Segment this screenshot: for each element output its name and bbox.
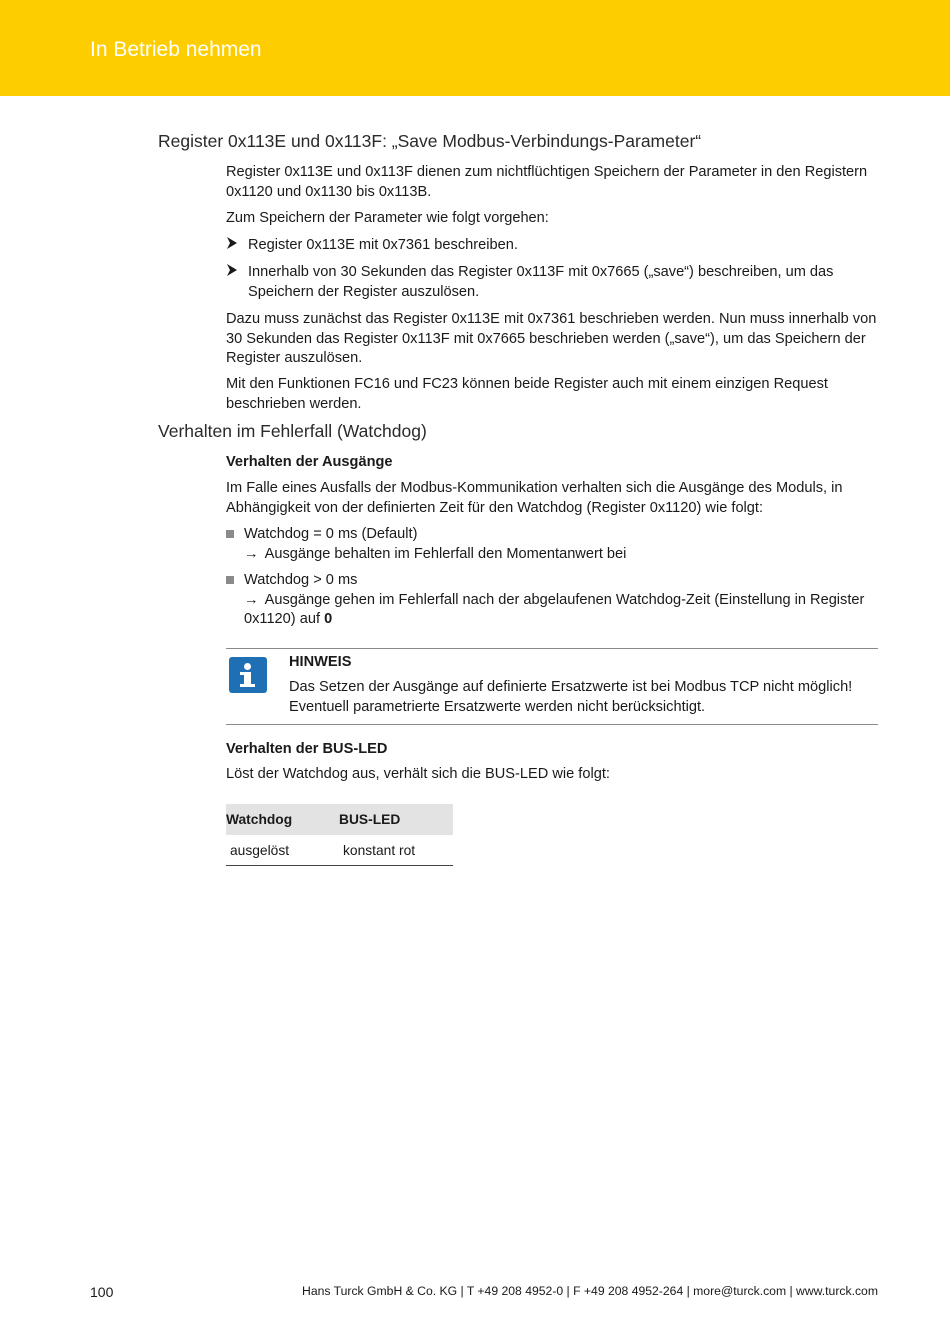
section1-para1: Register 0x113E und 0x113F dienen zum nichtflüchtigen Speichern der Parameter in den Registern 0x1120 und 0x1130 bis 0x113B. <box>226 164 868 200</box>
section-heading-watchdog: Verhalten im Fehlerfall (Watchdog) <box>158 421 427 441</box>
right-arrow-icon: → <box>244 591 259 608</box>
table-cell: ausgelöst <box>226 835 338 866</box>
chapter-title: In Betrieb nehmen <box>90 38 262 61</box>
table-row <box>226 835 453 866</box>
section2-para2: Löst der Watchdog aus, verhält sich die BUS-LED wie folgt: <box>226 766 610 782</box>
footer-contact: Hans Turck GmbH & Co. KG | T +49 208 4952-0 | F +49 208 4952-264 | more@turck.com | www.turck.com <box>302 1284 878 1298</box>
section-heading-save-params: Register 0x113E und 0x113F: „Save Modbus-Verbindungs-Parameter“ <box>158 131 702 151</box>
arrowhead-icon <box>226 263 238 284</box>
column-header: BUS-LED <box>338 804 453 835</box>
column-header: Watchdog <box>226 804 338 835</box>
step-item: Register 0x113E mit 0x7361 beschreiben. <box>226 236 880 256</box>
subheading-bus-led: Verhalten der BUS-LED <box>226 741 388 757</box>
subheading-outputs: Verhalten der Ausgänge <box>226 454 393 470</box>
section2-para1: Im Falle eines Ausfalls der Modbus-Kommunikation verhalten sich die Ausgänge des Moduls, in Abhängigkeit von der definierten Zeit für den Watchdog (Register 0x1120) wie folgt: <box>226 480 843 516</box>
bus-led-table <box>226 804 453 866</box>
section1-para3: Dazu muss zunächst das Register 0x113E mit 0x7361 beschrieben werden. Nun muss innerhalb von 30 Sekunden das Register 0x113F mit 0x7665 beschrieben werden („save“), um das Speichern der Register auszulösen. <box>226 311 877 366</box>
step-item: Innerhalb von 30 Sekunden das Register 0x113F mit 0x7665 („save“) beschreiben, um das Speichern der Register auszulösen. <box>226 263 880 302</box>
right-arrow-icon: → <box>244 545 259 562</box>
table-header-row <box>226 804 453 835</box>
square-bullet-icon <box>226 530 234 538</box>
table-cell: konstant rot <box>338 835 453 866</box>
page-header <box>0 0 950 96</box>
section1-para2: Zum Speichern der Parameter wie folgt vorgehen: <box>226 210 549 226</box>
square-bullet-icon <box>226 576 234 584</box>
note-box <box>226 648 878 725</box>
page-number: 100 <box>90 1284 114 1300</box>
list-item: Watchdog = 0 ms (Default) → Ausgänge behalten im Fehlerfall den Momentanwert bei <box>226 525 880 564</box>
info-icon <box>229 657 267 693</box>
list-item: Watchdog > 0 ms → Ausgänge gehen im Fehlerfall nach der abgelaufenen Watchdog-Zeit (Einstellung in Register 0x1120) auf 0 <box>226 571 880 630</box>
note-title: HINWEIS <box>289 654 352 670</box>
note-text: Das Setzen der Ausgänge auf definierte Ersatzwerte ist bei Modbus TCP nicht möglich! Eventuell parametrierte Ersatzwerte werden nicht berücksichtigt. <box>289 679 853 715</box>
arrowhead-icon <box>226 236 238 257</box>
section1-para4: Mit den Funktionen FC16 und FC23 können beide Register auch mit einem einzigen Request beschrieben werden. <box>226 376 828 412</box>
